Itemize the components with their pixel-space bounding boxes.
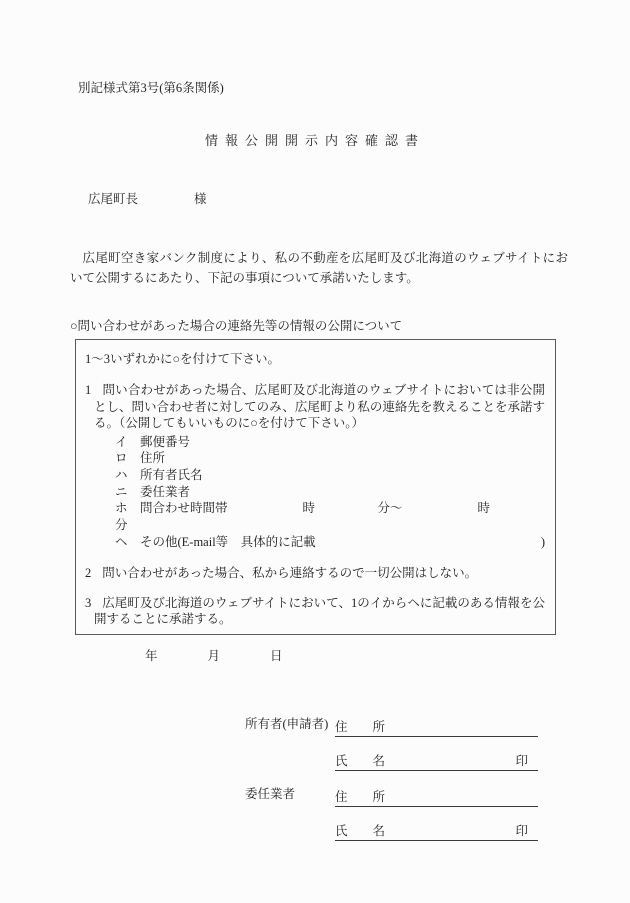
sub-item-other: [115, 534, 545, 551]
agent-address-label: 住 所: [335, 789, 386, 804]
document-title: 情報公開開示内容確認書: [204, 133, 425, 148]
option-1-text: 問い合わせがあった場合、広尾町及び北海道のウェブサイトにおいては非公開とし、問い合わせ者に対してのみ、広尾町より私の連絡先を教えることを承諾する。（公開してもいいものに○を付けて下さい。）: [94, 383, 545, 431]
option-1-sub-list: [115, 434, 553, 550]
owner-name-label: 氏 名: [335, 753, 386, 768]
sub-item-agent: ニ 委任業者: [115, 484, 191, 499]
agent-label: 委任業者: [245, 787, 296, 801]
owner-address-field: [335, 716, 538, 737]
sub-item-postal-code: イ 郵便番号: [115, 434, 191, 449]
option-3-number: 3: [85, 595, 92, 610]
consent-option-1: [85, 382, 545, 432]
agent-seal-label: 印: [515, 823, 528, 838]
sub-item-owner-name: ハ 所有者氏名: [115, 468, 203, 482]
option-2-number: 2: [85, 566, 92, 581]
addressee-honorific: 様: [194, 192, 207, 206]
agent-name-field: [335, 820, 538, 841]
owner-applicant-label: 所有者(申請者): [245, 717, 329, 731]
consent-option-2: [85, 565, 545, 582]
option-3-text: 広尾町及び北海道のウェブサイトにおいて、1のイからヘに記載のある情報を公開することに承諾する。: [94, 595, 545, 627]
date-line: 年 月 日: [145, 649, 283, 663]
addressee-name: 広尾町長: [88, 192, 139, 206]
addressee-line: [88, 191, 207, 207]
owner-seal-label: 印: [515, 753, 528, 768]
section-heading: ○問い合わせがあった場合の連絡先等の情報の公開について: [70, 319, 403, 333]
option-2-text: 問い合わせがあった場合、私から連絡するので一切公開はしない。: [102, 566, 478, 581]
consent-options-box: [75, 339, 556, 635]
owner-address-label: 住 所: [335, 719, 386, 734]
sub-item-address: ロ 住所: [115, 451, 166, 466]
sub-item-other-close-paren: ): [540, 534, 545, 549]
consent-option-3: [85, 595, 545, 628]
agent-name-label: 氏 名: [335, 823, 386, 838]
sub-item-contact-hours: ホ 問合わせ時間帯 時 分～ 時 分: [115, 501, 553, 532]
owner-name-field: [335, 750, 538, 771]
body-paragraph: 広尾町空き家バンク制度により、私の不動産を広尾町及び北海道のウェブサイトにおいて公開するにあたり、下記の事項について承諾いたします。: [70, 251, 568, 285]
sub-item-other-label: ヘ その他(E-mail等 具体的に記載: [115, 534, 316, 549]
option-1-number: 1: [85, 383, 92, 398]
form-number: 別記様式第3号(第6条関係): [78, 81, 224, 95]
agent-address-field: [335, 786, 538, 807]
box-instruction: 1～3いずれかに○を付けて下さい。: [85, 352, 281, 366]
